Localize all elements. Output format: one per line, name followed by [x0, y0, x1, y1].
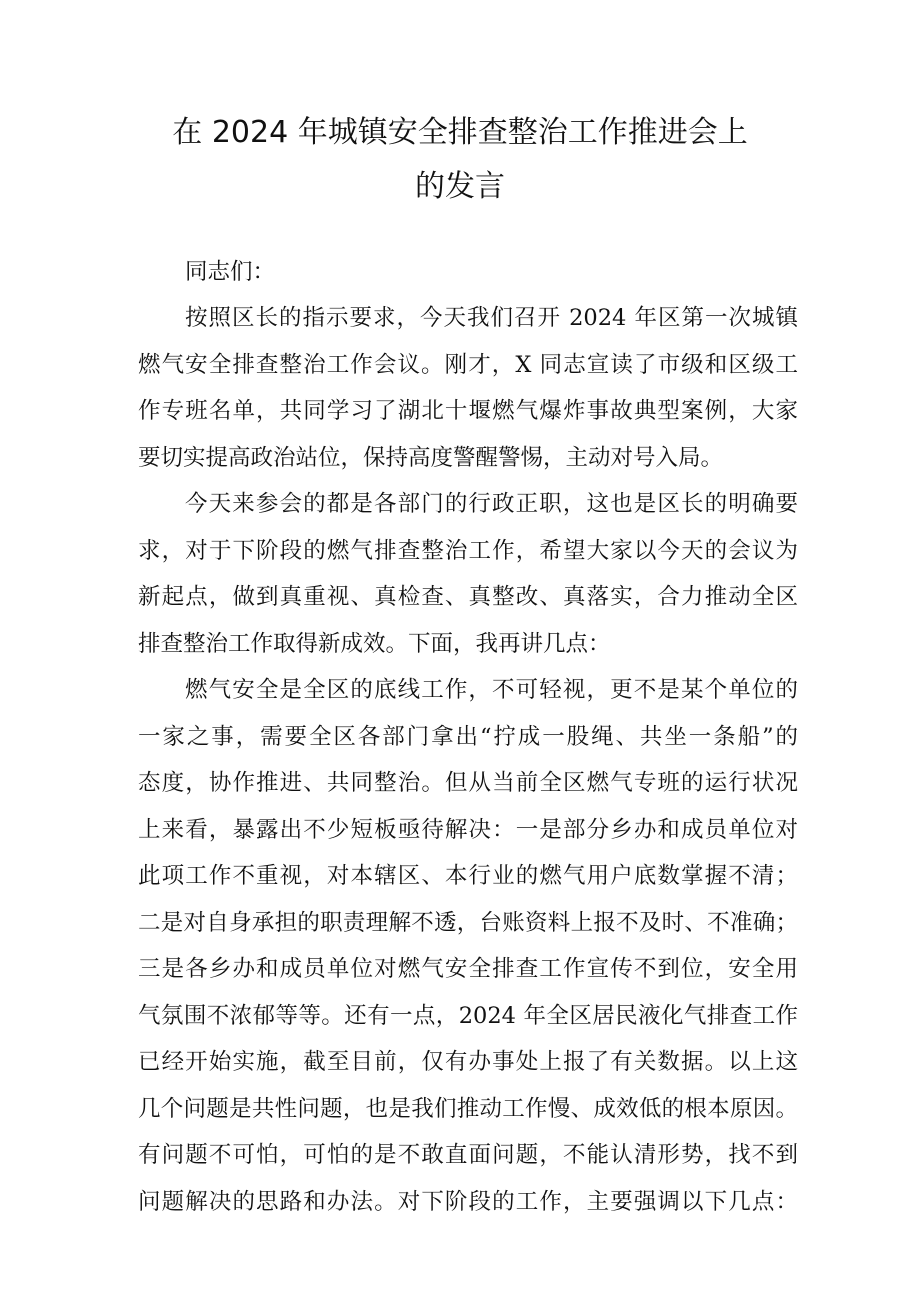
paragraph-1-line-2: 燃气安全排查整治工作会议。刚才，X 同志宣读了市级和区级工 — [138, 352, 798, 378]
paragraph-3-line-6: 二是对自身承担的职责理解不透，台账资料上报不及时、不准确； — [138, 910, 798, 936]
paragraph-3-line-5: 此项工作不重视，对本辖区、本行业的燃气用户底数掌握不清； — [138, 863, 798, 889]
paragraph-3-line-11: 有问题不可怕，可怕的是不敢直面问题，不能认清形势，找不到 — [138, 1142, 798, 1168]
salutation: 同志们： — [185, 259, 276, 285]
paragraph-3-line-8: 气氛围不浓郁等等。还有一点，2024 年全区居民液化气排查工作 — [138, 1003, 798, 1029]
paragraph-1-line-4: 要切实提高政治站位，保持高度警醒警惕，主动对号入局。 — [138, 445, 724, 471]
paragraph-2-line-3: 新起点，做到真重视、真检查、真整改、真落实，合力推动全区 — [138, 584, 798, 610]
paragraph-2-line-4: 排查整治工作取得新成效。下面，我再讲几点： — [138, 631, 611, 657]
title-line-1: 在 2024 年城镇安全排查整治工作推进会上 — [172, 115, 748, 150]
paragraph-1-line-3: 作专班名单，共同学习了湖北十堰燃气爆炸事故典型案例，大家 — [138, 398, 798, 424]
paragraph-3-line-10: 几个问题是共性问题，也是我们推动工作慢、成效低的根本原因。 — [138, 1096, 798, 1122]
title-line-2: 的发言 — [415, 169, 505, 204]
paragraph-3-line-1: 燃气安全是全区的底线工作，不可轻视，更不是某个单位的 — [185, 677, 798, 703]
paragraph-3-line-12: 问题解决的思路和办法。对下阶段的工作，主要强调以下几点： — [138, 1189, 798, 1215]
paragraph-3-line-2: 一家之事，需要全区各部门拿出“拧成一股绳、共坐一条船”的 — [138, 724, 798, 750]
paragraph-2-line-1: 今天来参会的都是各部门的行政正职，这也是区长的明确要 — [185, 491, 798, 517]
paragraph-3-line-9: 已经开始实施，截至目前，仅有办事处上报了有关数据。以上这 — [138, 1049, 798, 1075]
paragraph-3-line-7: 三是各乡办和成员单位对燃气安全排查工作宣传不到位，安全用 — [138, 956, 798, 982]
paragraph-3-line-4: 上来看，暴露出不少短板亟待解决：一是部分乡办和成员单位对 — [138, 817, 798, 843]
paragraph-2-line-2: 求，对于下阶段的燃气排查整治工作，希望大家以今天的会议为 — [138, 538, 798, 564]
paragraph-3-line-3: 态度，协作推进、共同整治。但从当前全区燃气专班的运行状况 — [138, 770, 798, 796]
paragraph-1-line-1: 按照区长的指示要求，今天我们召开 2024 年区第一次城镇 — [185, 305, 798, 331]
